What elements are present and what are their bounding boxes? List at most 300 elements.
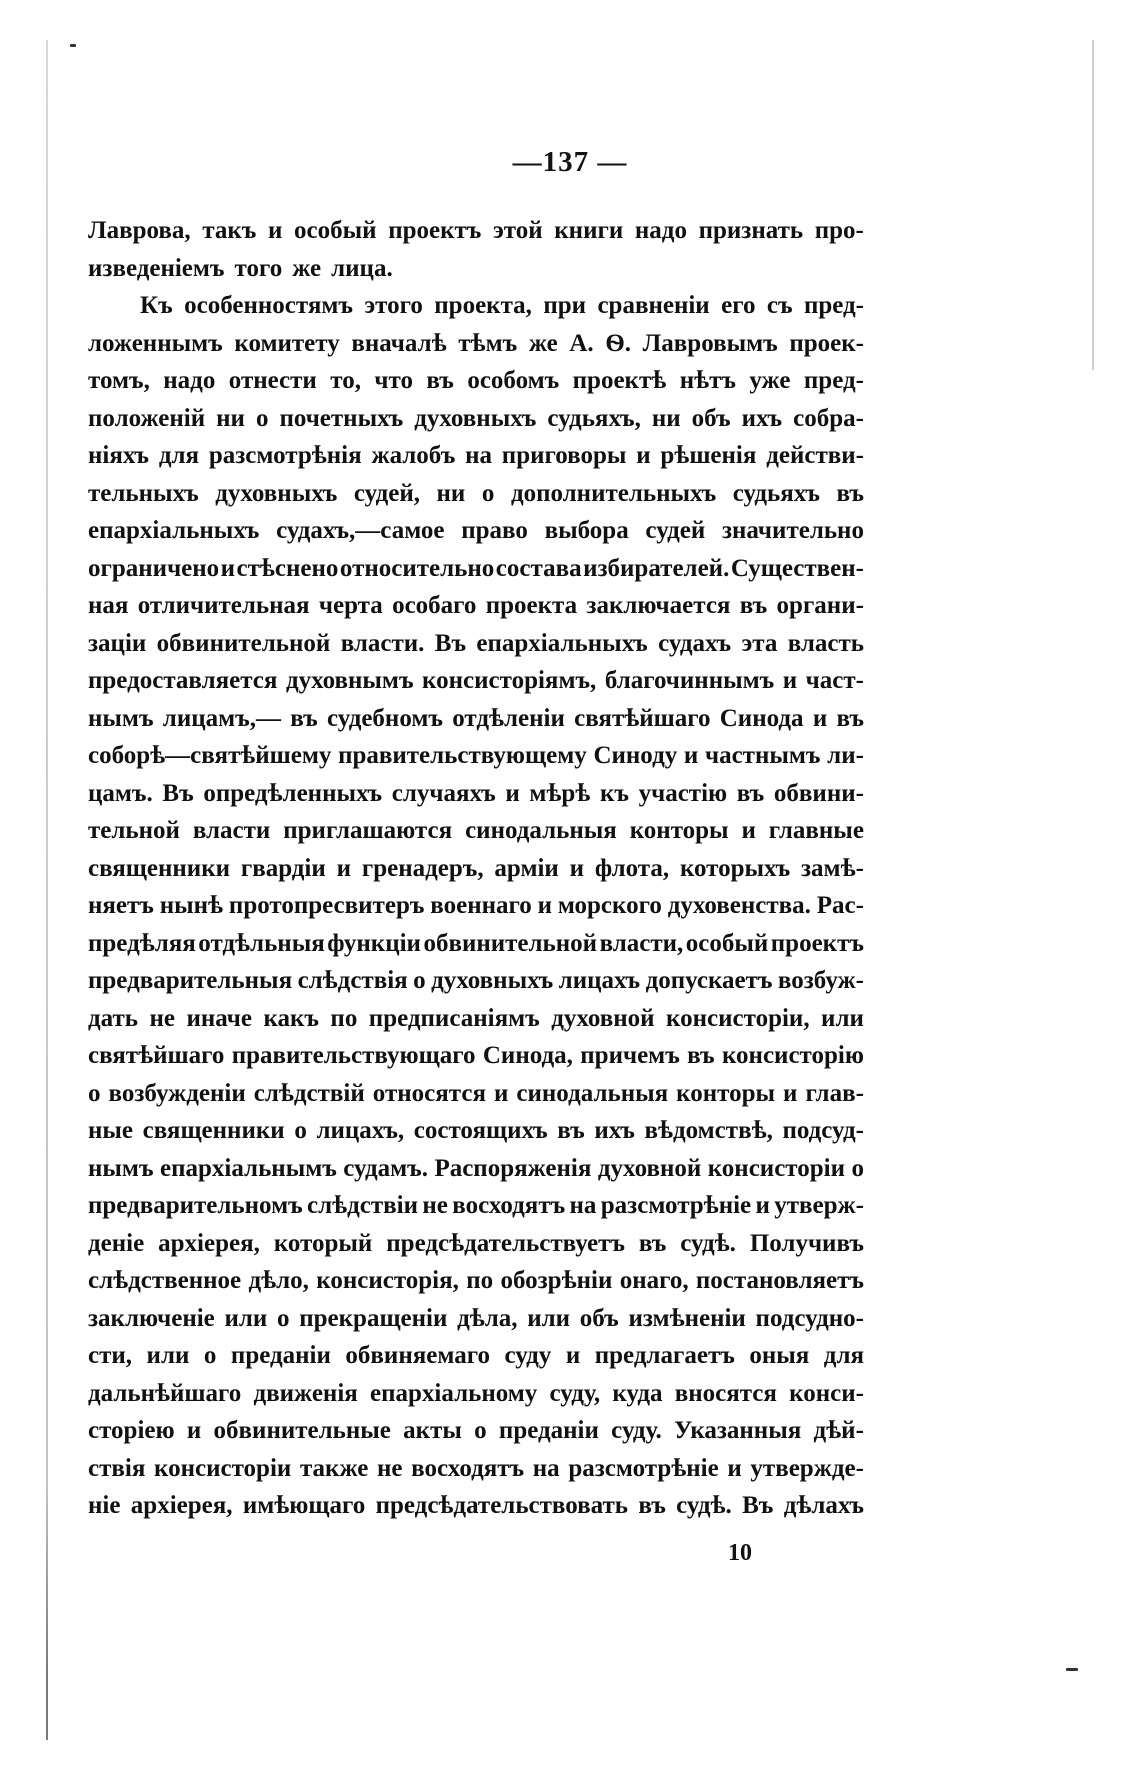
word: почетныхъ xyxy=(279,404,404,432)
word: ложеннымъ xyxy=(88,329,223,357)
word: ихъ xyxy=(594,1117,635,1144)
text-line xyxy=(88,737,864,775)
text-line xyxy=(88,1412,864,1450)
word: съ xyxy=(766,292,793,319)
word: обвинительные xyxy=(213,1417,391,1444)
word: нѣтъ xyxy=(679,367,736,394)
word: ограничено xyxy=(88,554,220,582)
word: Въ xyxy=(742,1492,774,1519)
word: этого xyxy=(364,292,423,319)
word: особый xyxy=(685,929,769,957)
word: вносятся xyxy=(674,1379,777,1407)
word: отнести xyxy=(228,367,317,394)
word: арміи xyxy=(494,854,559,882)
word: консисторіи, xyxy=(666,1004,810,1032)
word: къ xyxy=(599,779,629,807)
word: состава xyxy=(495,554,582,582)
word: архіерея, xyxy=(130,1492,233,1519)
word: Въ xyxy=(434,629,467,657)
word: возбуж- xyxy=(777,967,864,994)
word: ли- xyxy=(827,742,864,769)
word: для xyxy=(823,1342,864,1369)
word: особенностямъ xyxy=(184,292,353,319)
word: для xyxy=(158,442,200,469)
word: при xyxy=(543,292,587,319)
word: на xyxy=(532,1454,560,1482)
word: судахъ xyxy=(658,629,732,657)
word: не xyxy=(377,1454,403,1482)
word: же xyxy=(292,254,322,282)
word: и xyxy=(812,704,828,732)
word: предѣляя xyxy=(88,929,196,957)
word: няетъ xyxy=(88,892,154,919)
word: право xyxy=(461,517,528,544)
word: приговоры xyxy=(501,442,627,469)
word: Синода xyxy=(719,704,804,732)
text-line xyxy=(88,1187,864,1225)
word: на xyxy=(465,442,492,469)
word: не xyxy=(422,1192,448,1219)
word: проекта, xyxy=(434,292,532,319)
word: ная xyxy=(88,592,129,619)
word: стѣснено xyxy=(236,554,339,582)
word: и xyxy=(782,667,798,694)
word: духовенства. xyxy=(667,892,811,919)
word: суду. xyxy=(611,1417,662,1444)
word: значительно xyxy=(721,517,864,544)
word: опредѣленныхъ xyxy=(203,779,383,807)
word: Въ xyxy=(162,779,194,807)
word: заключается xyxy=(586,592,731,619)
word: сти, xyxy=(88,1342,133,1369)
word: дополнительныхъ xyxy=(510,479,717,507)
word: Существен- xyxy=(730,554,864,582)
word: и xyxy=(537,892,552,919)
word: слѣдствія xyxy=(297,967,408,994)
word: епархіальнымъ xyxy=(159,1154,337,1182)
signature-mark: 10 xyxy=(728,1540,752,1566)
word: консисторіи xyxy=(707,1154,845,1182)
page-left-edge xyxy=(46,40,48,1740)
text-line xyxy=(88,1337,864,1375)
word: обвинительной xyxy=(423,929,598,957)
word: возбужденіи xyxy=(108,1079,246,1107)
word: восходятъ xyxy=(411,1454,525,1482)
word: власти, xyxy=(599,929,684,957)
word: по xyxy=(466,1267,494,1294)
body-text xyxy=(88,212,864,1525)
text-line xyxy=(88,1075,864,1113)
text-line xyxy=(88,212,864,250)
word: тельныхъ xyxy=(88,479,199,507)
word: движенія xyxy=(253,1379,358,1407)
text-line xyxy=(88,400,864,438)
word: судьяхъ xyxy=(732,479,820,507)
word: судей, xyxy=(353,479,420,507)
text-line xyxy=(88,887,864,925)
word: рѣшенія xyxy=(660,442,757,469)
text-line xyxy=(88,1262,864,1300)
word: консисторіи xyxy=(154,1454,292,1482)
word: въ xyxy=(836,479,864,507)
word: частнымъ xyxy=(704,742,821,769)
word: конси- xyxy=(789,1379,864,1407)
word: Синоду xyxy=(593,742,678,769)
word: судѣ. xyxy=(676,1492,732,1519)
text-line xyxy=(88,362,864,400)
scan-speck xyxy=(70,44,76,47)
word: или xyxy=(146,1342,190,1369)
word: соборѣ—святѣйшему xyxy=(88,742,332,769)
word: отдѣленіи xyxy=(452,704,565,732)
word: сравненіи xyxy=(597,292,710,319)
word: судебномъ xyxy=(327,704,443,732)
word: собра- xyxy=(793,404,864,432)
word: судахъ,—самое xyxy=(276,517,445,544)
word: разсмотрѣнія xyxy=(208,442,362,469)
word: и xyxy=(783,1079,798,1107)
text-line xyxy=(88,437,864,475)
page-right-edge xyxy=(1092,40,1094,370)
word: о xyxy=(277,1304,290,1332)
word: дѣло, xyxy=(248,1267,309,1294)
word: томъ, xyxy=(88,367,150,394)
word: проектъ xyxy=(388,217,482,244)
word: ные xyxy=(88,1117,134,1144)
word: и xyxy=(741,817,756,844)
word: тельной xyxy=(88,817,180,844)
word: уже xyxy=(749,367,791,394)
word: протопресвитеръ xyxy=(228,892,425,919)
word: и xyxy=(569,854,585,882)
word: на xyxy=(569,1192,597,1219)
word: предлагаетъ xyxy=(594,1342,735,1369)
word: органи- xyxy=(776,592,864,619)
word: выбора xyxy=(544,517,629,544)
word: не xyxy=(149,1004,175,1032)
word: въ xyxy=(736,779,765,807)
word: гренадеръ, xyxy=(361,854,484,882)
word: Синода, xyxy=(482,1042,573,1069)
word: Указанныя xyxy=(674,1417,802,1444)
word: священники xyxy=(88,854,231,882)
word: по xyxy=(330,1004,358,1032)
word: деніе xyxy=(88,1229,145,1257)
word: также xyxy=(299,1454,369,1482)
word: епархіальному xyxy=(370,1379,538,1407)
word: дѣлахъ xyxy=(783,1492,864,1519)
word: Ѳ. xyxy=(605,329,632,357)
word: тѣмъ xyxy=(458,329,518,357)
word: заключеніе xyxy=(88,1304,215,1332)
word: и xyxy=(186,1417,202,1444)
word: цамъ. xyxy=(88,779,153,807)
word: особомъ xyxy=(467,367,560,394)
word: суду, xyxy=(549,1379,601,1407)
word: признать xyxy=(698,217,804,244)
word: иначе xyxy=(186,1004,252,1032)
word: проектъ xyxy=(770,929,864,957)
word: участію xyxy=(638,779,728,807)
word: преданіи xyxy=(498,1417,599,1444)
word: духовныхъ xyxy=(215,479,338,507)
word: духовныхъ xyxy=(414,404,537,432)
word: слѣдственное xyxy=(88,1267,242,1294)
word: нымъ xyxy=(88,704,154,732)
word: власти. xyxy=(340,629,425,657)
word: и xyxy=(565,1342,581,1369)
word: его xyxy=(721,292,756,319)
word: этой xyxy=(492,217,543,244)
word: и xyxy=(755,1192,770,1219)
word: пред- xyxy=(803,367,864,394)
word: особаго xyxy=(392,592,477,619)
word: объ xyxy=(691,404,731,432)
word: прекращеніи xyxy=(299,1304,448,1332)
word: причемъ xyxy=(580,1042,680,1069)
word: Получивъ xyxy=(749,1229,864,1257)
word: судамъ. xyxy=(343,1154,428,1182)
word: А. xyxy=(569,329,594,357)
word: разсмотрѣніе xyxy=(600,1192,752,1219)
word: оныя xyxy=(749,1342,810,1369)
word: и xyxy=(268,217,283,244)
word: Къ xyxy=(140,292,173,319)
word: подсудно- xyxy=(755,1304,864,1332)
text-line xyxy=(88,325,864,363)
word: о xyxy=(88,1079,101,1107)
word: разсмотрѣніе xyxy=(568,1454,719,1482)
word: ни xyxy=(651,404,681,432)
word: надо xyxy=(163,367,216,394)
word: куда xyxy=(612,1379,663,1407)
word: ствія xyxy=(88,1454,146,1482)
word: изведеніемъ xyxy=(88,254,225,282)
word: относятся xyxy=(372,1079,486,1107)
word: который xyxy=(273,1229,373,1257)
text-line xyxy=(88,1300,864,1338)
word: дальнѣйшаго xyxy=(88,1379,242,1407)
word: въ xyxy=(638,1492,666,1519)
word: о xyxy=(203,1342,217,1369)
word: того xyxy=(234,254,283,282)
word: власть xyxy=(787,629,864,657)
text-line xyxy=(88,512,864,550)
word: Рас- xyxy=(816,892,864,919)
word: Распоряженія xyxy=(434,1154,592,1182)
text-line xyxy=(88,1375,864,1413)
word: консисторіямъ, xyxy=(422,667,597,694)
word: проекта xyxy=(485,592,578,619)
word: консисторія, xyxy=(316,1267,459,1294)
word: вѣдомствѣ, xyxy=(644,1117,773,1144)
word: особый xyxy=(294,217,377,244)
word: же xyxy=(528,329,558,357)
word: духовнымъ xyxy=(285,667,414,694)
word: жалобъ xyxy=(371,442,456,469)
text-line xyxy=(88,1037,864,1075)
word: консисторію xyxy=(721,1042,864,1069)
word: что xyxy=(374,367,413,394)
word: епархіальныхъ xyxy=(476,629,648,657)
word: акты xyxy=(403,1417,462,1444)
text-line xyxy=(88,1450,864,1488)
word: святѣйшаго xyxy=(574,704,711,732)
word: или xyxy=(527,1304,571,1332)
word: положеній xyxy=(88,404,206,432)
word: или xyxy=(224,1304,268,1332)
word: нымъ xyxy=(88,1154,154,1182)
word: подсуд- xyxy=(782,1117,864,1144)
word: духовныхъ xyxy=(431,967,554,994)
word: военнаго xyxy=(430,892,532,919)
word: обозрѣніи xyxy=(500,1267,613,1294)
text-line xyxy=(88,662,864,700)
word: пред- xyxy=(803,292,864,319)
text-line xyxy=(88,925,864,963)
text-line xyxy=(88,812,864,850)
word: случаяхъ xyxy=(391,779,496,807)
word: о xyxy=(474,1417,487,1444)
word: въ xyxy=(739,592,768,619)
word: утверж- xyxy=(774,1192,864,1219)
word: книги xyxy=(554,217,624,244)
word: въ xyxy=(836,704,864,732)
word: дѣй- xyxy=(813,1417,864,1444)
word: относительно xyxy=(339,554,495,582)
text-line xyxy=(88,1487,864,1525)
word: и xyxy=(493,1079,509,1107)
word: постановляетъ xyxy=(695,1267,864,1294)
word: морского xyxy=(557,892,662,919)
word: правительствующаго xyxy=(231,1042,476,1069)
word: слѣдствій xyxy=(253,1079,365,1107)
text-line xyxy=(88,475,864,513)
word: и xyxy=(683,742,699,769)
word: част- xyxy=(805,667,864,694)
word: о xyxy=(255,404,269,432)
word: ніе xyxy=(88,1492,121,1519)
word: допускаетъ xyxy=(645,967,773,994)
word: избирателей. xyxy=(583,554,730,582)
word: или xyxy=(821,1004,864,1032)
text-line xyxy=(88,287,864,325)
word: о xyxy=(851,1154,864,1182)
word: про- xyxy=(814,217,864,244)
word: проектѣ xyxy=(572,367,667,394)
text-line xyxy=(88,700,864,738)
word: которыхъ xyxy=(679,854,791,882)
word: о xyxy=(294,1117,307,1144)
word: предсѣдательствуетъ xyxy=(386,1229,625,1257)
word: и xyxy=(727,1454,742,1482)
word: судьяхъ, xyxy=(547,404,641,432)
word: лицахъ xyxy=(558,967,641,994)
word: ни xyxy=(216,404,245,432)
page-number: —137 — xyxy=(512,146,628,178)
word: замѣ- xyxy=(801,854,864,882)
word: духовной xyxy=(597,1154,702,1182)
word: предоставляется xyxy=(88,667,278,694)
word: Лаврова, xyxy=(88,217,191,244)
text-line xyxy=(88,775,864,813)
word: обвинительной xyxy=(156,629,331,657)
word: обвиняемаго xyxy=(345,1342,490,1369)
word: гвардіи xyxy=(240,854,326,882)
word: заціи xyxy=(88,629,147,657)
word: отличительная xyxy=(137,592,310,619)
word: преданіи xyxy=(230,1342,331,1369)
text-line xyxy=(88,1150,864,1188)
text-line xyxy=(88,625,864,663)
word: предварительныя xyxy=(88,967,293,994)
word: ни xyxy=(436,479,466,507)
word: состоящихъ xyxy=(413,1117,548,1144)
word: предписаніямъ xyxy=(368,1004,540,1032)
text-line xyxy=(88,1225,864,1263)
word: вначалѣ xyxy=(351,329,447,357)
word: лицахъ, xyxy=(316,1117,405,1144)
word: ихъ xyxy=(741,404,783,432)
word: благочиннымъ xyxy=(604,667,775,694)
word: предварительномъ xyxy=(88,1192,303,1219)
word: Лавровымъ xyxy=(642,329,778,357)
word: святѣйшаго xyxy=(88,1042,225,1069)
word: и xyxy=(220,554,236,582)
word: проек- xyxy=(789,329,864,357)
word: епархіальныхъ xyxy=(88,517,260,544)
word: имѣющаго xyxy=(242,1492,366,1519)
word: онаго, xyxy=(619,1267,689,1294)
word: главные xyxy=(768,817,864,844)
word: синодальныя xyxy=(465,817,617,844)
word: эта xyxy=(741,629,778,657)
text-line xyxy=(88,587,864,625)
word: конторы xyxy=(676,1079,776,1107)
text-line xyxy=(88,962,864,1000)
word: лица. xyxy=(331,254,393,282)
word: конторы xyxy=(629,817,729,844)
word: утвержде- xyxy=(750,1454,864,1482)
text-line xyxy=(88,1000,864,1038)
word: суду xyxy=(504,1342,552,1369)
word: восходятъ xyxy=(452,1192,566,1219)
word: черта xyxy=(318,592,383,619)
word: какъ xyxy=(263,1004,319,1032)
word: лицамъ,— xyxy=(162,704,281,732)
word: въ xyxy=(290,704,318,732)
word: судѣ. xyxy=(680,1229,736,1257)
word: мѣрѣ xyxy=(529,779,591,807)
word: флота, xyxy=(594,854,670,882)
word: действи- xyxy=(766,442,864,469)
text-line xyxy=(88,1112,864,1150)
word: приглашаются xyxy=(283,817,453,844)
word: слѣдствіи xyxy=(307,1192,419,1219)
word: синодальныя xyxy=(516,1079,669,1107)
word: комитету xyxy=(234,329,340,357)
word: и xyxy=(505,779,520,807)
word: судей xyxy=(645,517,706,544)
word: власти xyxy=(192,817,271,844)
word: священники xyxy=(142,1117,285,1144)
word: ніяхъ xyxy=(88,442,149,469)
word: о xyxy=(413,967,426,994)
word: надо xyxy=(634,217,687,244)
word: о xyxy=(481,479,495,507)
word: въ xyxy=(557,1117,585,1144)
text-line xyxy=(88,250,864,288)
